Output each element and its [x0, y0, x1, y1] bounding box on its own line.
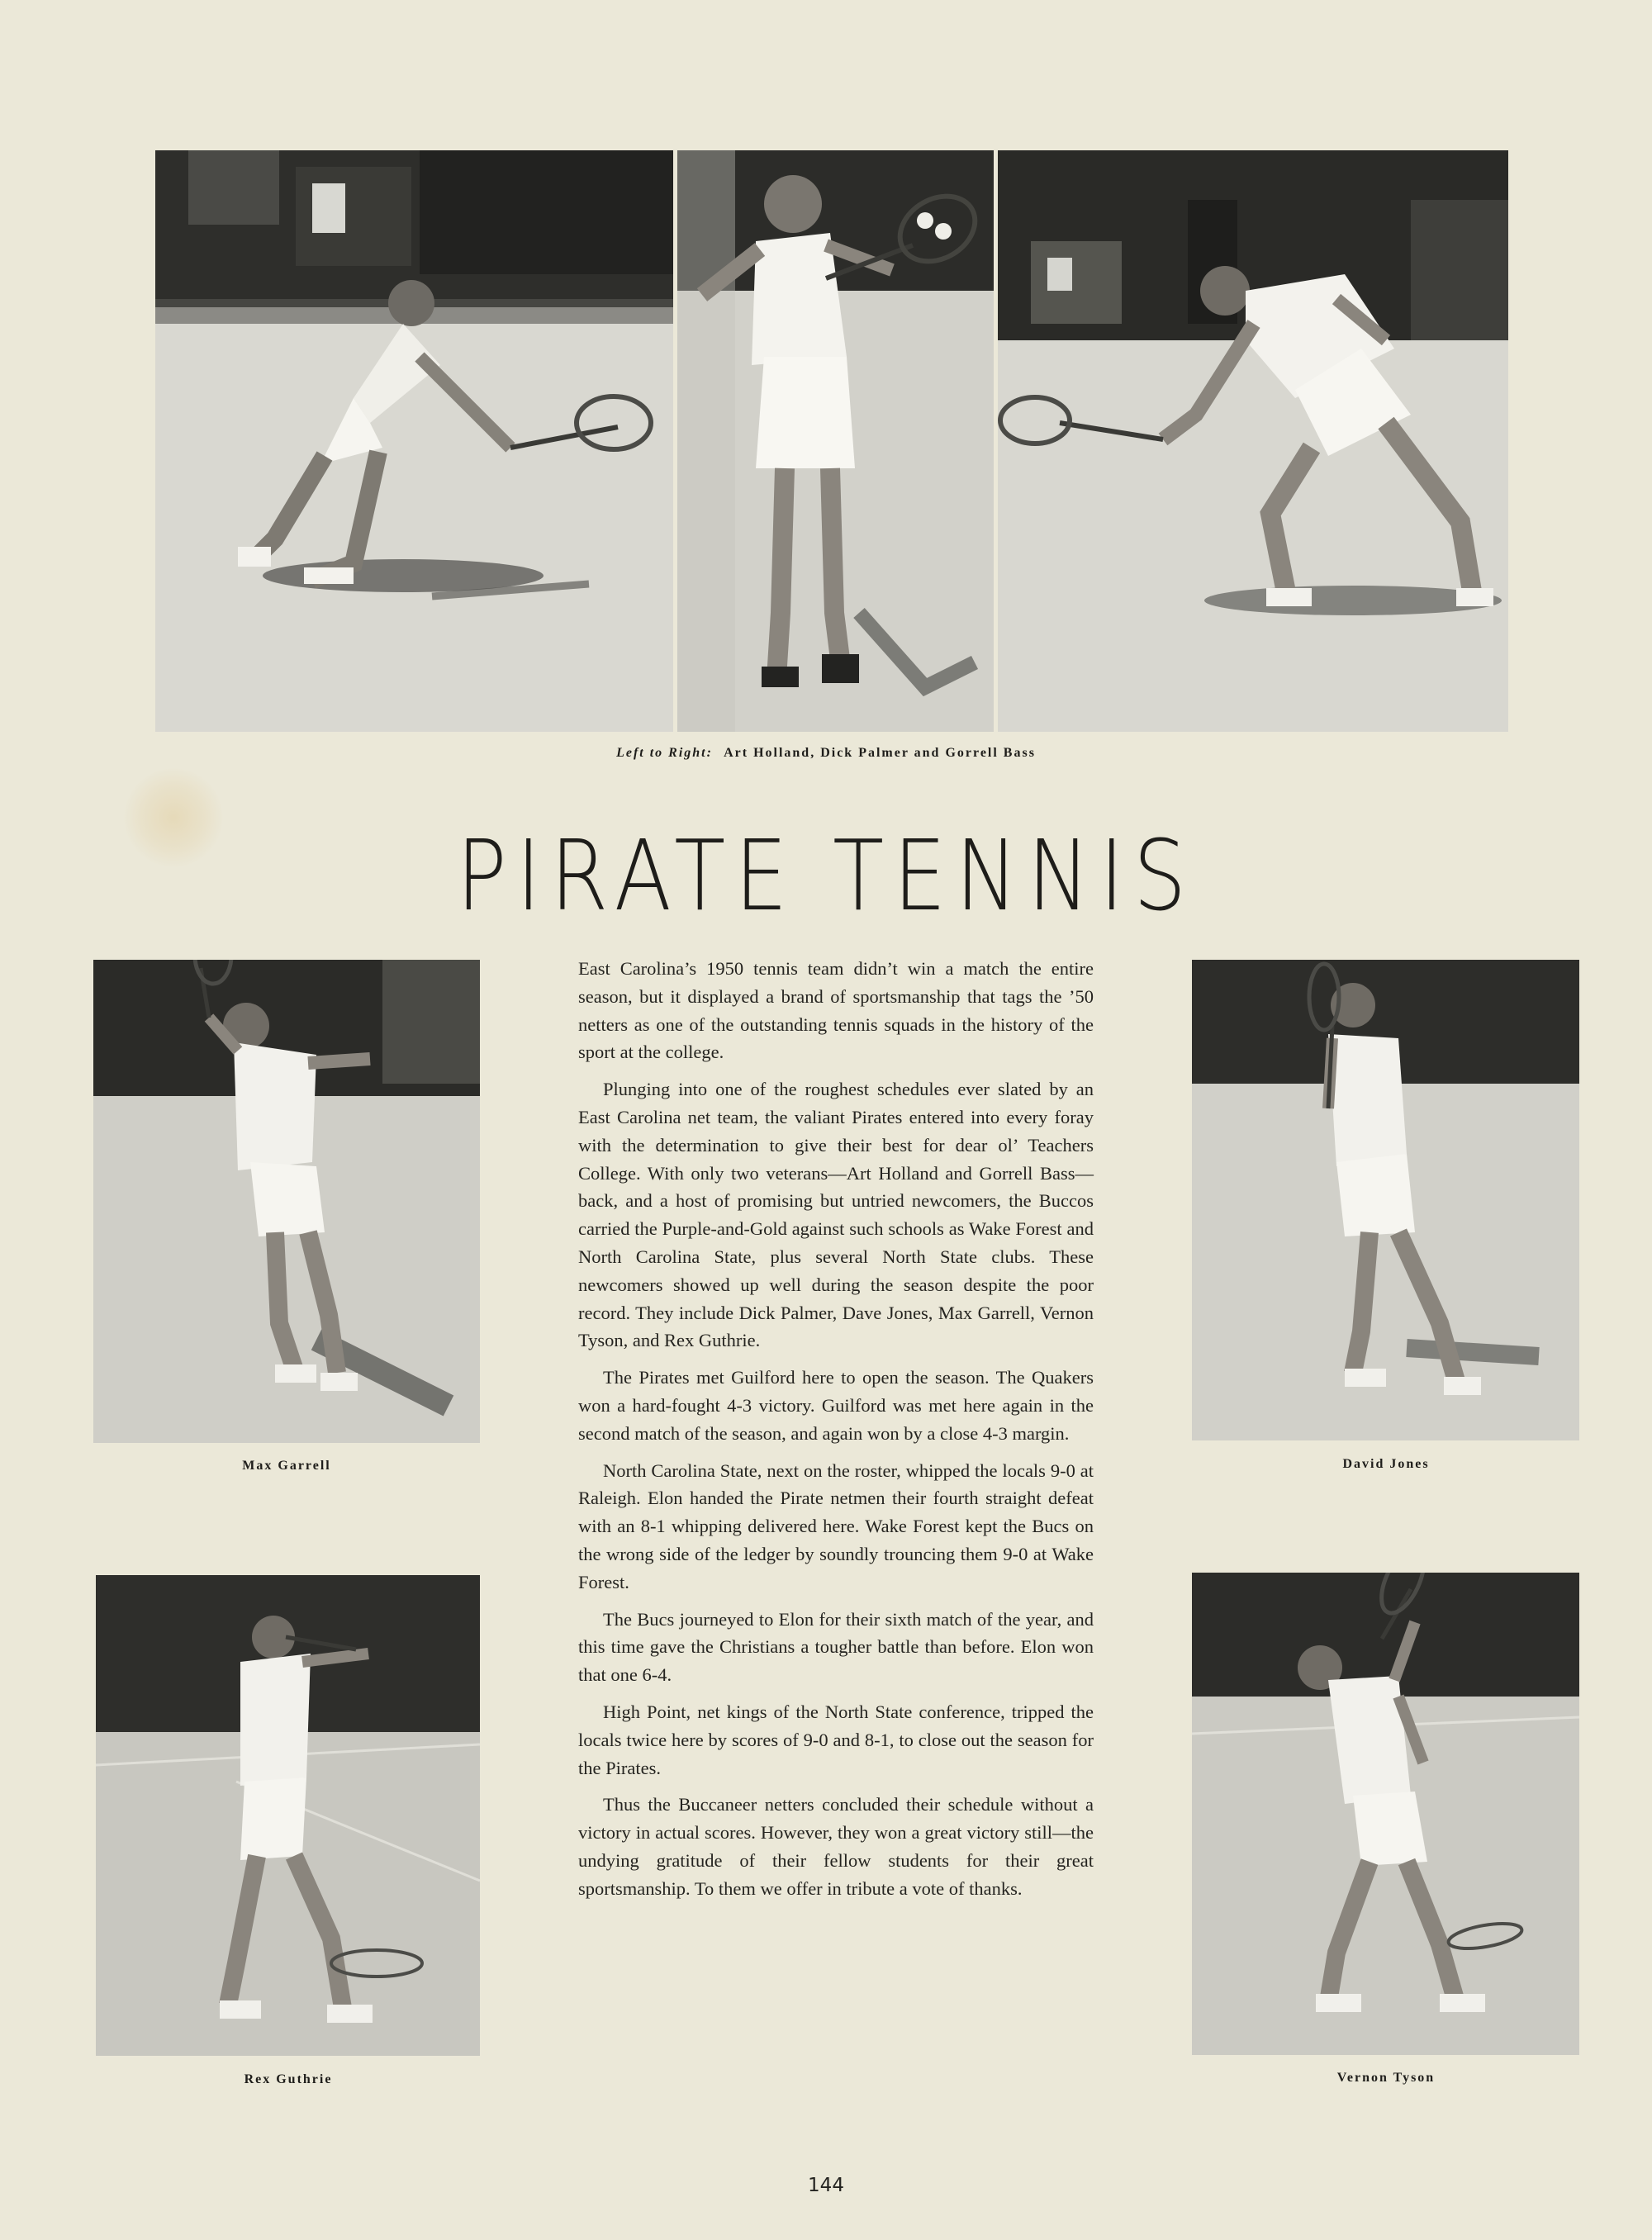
photo-vernon-tyson	[1192, 1573, 1579, 2055]
caption-david-jones: David Jones	[1342, 1457, 1430, 1471]
photo-art-holland	[155, 150, 673, 732]
top-photos-caption	[0, 746, 1652, 761]
caption-vernon-tyson: Vernon Tyson	[1336, 2071, 1436, 2085]
tennis-player-illustration	[155, 150, 673, 732]
tennis-player-illustration	[93, 960, 480, 1443]
caption-max-garrell: Max Garrell	[242, 1459, 331, 1473]
article-paragraph: Plunging into one of the roughest schedules ever slated by an East Carolina net team, the valiant Pirates entered into every foray with the determination to give their best for dear ol’ Teachers College. With only two veterans—Art Holland and Gorrell Bass—back, and a host of promising but untried newcomers, the Buccos carried the Purple-and-Gold against such schools as Wake Forest and North Carolina State, plus several North State clubs. These newcomers showed up well during the season despite the poor record. They include Dick Palmer, Dave Jones, Max Garrell, Vernon Tyson, and Rex Guthrie.	[578, 1079, 1094, 1351]
article-paragraph: Thus the Buccaneer netters concluded their schedule without a victory in actual scores. However, they won a great victory still—the undying gratitude of their fellow students for their great sportsmanship. To them we offer in tribute a vote of thanks.	[578, 1794, 1094, 1899]
tennis-player-illustration	[1192, 1573, 1579, 2055]
article-paragraph: East Carolina’s 1950 tennis team didn’t win a match the entire season, but it displayed a brand of sportsmanship that tags the ’50 netters as one of the outstanding tennis squads in the history of the sport at the college.	[578, 958, 1094, 1063]
top-caption-names: Art Holland, Dick Palmer and Gorrell Bass	[724, 746, 1036, 760]
photo-david-jones	[1192, 960, 1579, 1440]
article-body	[578, 955, 1094, 1912]
top-caption-lead: Left to Right:	[616, 746, 713, 760]
tennis-player-illustration	[96, 1575, 480, 2056]
tennis-player-illustration	[998, 150, 1508, 732]
tennis-player-illustration	[1192, 960, 1579, 1440]
article-paragraph: The Bucs journeyed to Elon for their sixth match of the year, and this time gave the Christians a tougher battle than before. Elon won that one 6-4.	[578, 1608, 1094, 1686]
caption-rex-guthrie: Rex Guthrie	[244, 2072, 333, 2086]
photo-max-garrell	[93, 960, 480, 1443]
page-number: 144	[808, 2175, 844, 2196]
article-paragraph: The Pirates met Guilford here to open the season. The Quakers won a hard-fought 4-3 victory. Guilford was met here again in the second match of the season, and again won by a close 4-3 margin.	[578, 1367, 1094, 1444]
photo-gorrell-bass	[998, 150, 1508, 732]
tennis-player-illustration	[677, 150, 994, 732]
article-paragraph: North Carolina State, next on the roster, whipped the locals 9-0 at Raleigh. Elon handed the Pirate netmen their fourth straight defeat with an 8-1 whipping delivered here. Wake Forest kept the Bucs on the wrong side of the ledger by soundly trouncing them 9-0 at Wake Forest.	[578, 1459, 1094, 1592]
photo-dick-palmer	[677, 150, 994, 732]
photo-rex-guthrie	[96, 1575, 480, 2056]
article-paragraph: High Point, net kings of the North State conference, tripped the locals twice here by scores of 9-0 and 8-1, to close out the season for the Pirates.	[578, 1701, 1094, 1778]
page-title: PIRATE TENNIS	[456, 819, 1196, 933]
